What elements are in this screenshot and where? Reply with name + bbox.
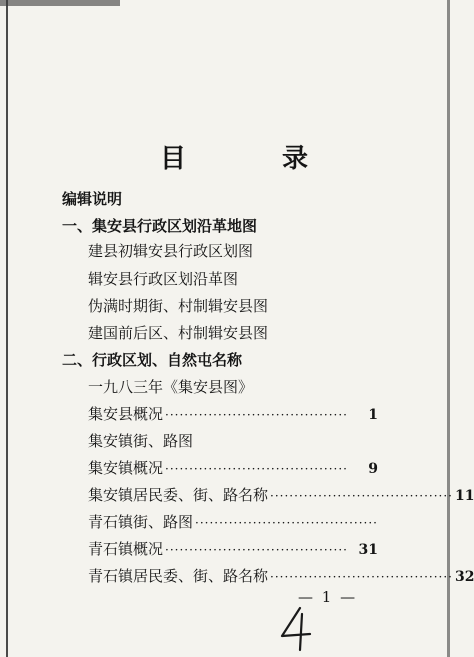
section1-item: 辑安县行政区划沿革图: [88, 270, 239, 288]
dot-leader: ······································: [270, 489, 453, 503]
toc-entry-page: 9: [368, 461, 378, 477]
section2-heading: 二、行政区划、自然屯名称: [62, 351, 243, 369]
section1-item: 建县初辑安县行政区划图: [88, 242, 254, 260]
title-char-left: 目: [160, 144, 189, 174]
section1-item: 伪满时期街、村制辑安县图: [88, 297, 269, 315]
page-number: — 1 —: [298, 588, 358, 606]
toc-entry: [88, 565, 474, 586]
toc-entry-page: 31: [358, 542, 378, 558]
page-top-edge: [0, 0, 120, 6]
dot-leader: ······································: [165, 408, 348, 422]
dot-leader: ······································: [165, 462, 348, 476]
dot-leader: ······································: [165, 543, 348, 557]
title-char-right: 录: [281, 144, 310, 174]
toc-entry: [88, 457, 378, 478]
toc-entry-page: 32: [454, 569, 474, 585]
toc-entry: [88, 484, 474, 505]
section1-heading: 一、集安县行政区划沿革地图: [62, 217, 258, 235]
toc-entry-label: 集安镇概况: [88, 459, 164, 477]
intro-heading: 编辑说明: [62, 190, 123, 208]
toc-entry-label: 青石镇街、路图: [88, 513, 194, 531]
page-left-edge: [6, 0, 8, 657]
toc-entry: [88, 511, 378, 532]
toc-entry-label: 青石镇居民委、街、路名称: [88, 567, 269, 585]
toc-entry: [88, 538, 378, 559]
handwritten-number-mark: [276, 606, 316, 652]
toc-entry-page: 1: [368, 407, 378, 423]
page-title: [160, 138, 310, 175]
dot-leader: ······································: [195, 516, 378, 530]
toc-entry-page: 11: [454, 488, 474, 504]
toc-entry-label: 集安县概况: [88, 405, 164, 423]
toc-entry: [88, 403, 378, 424]
page-right-edge: [447, 0, 450, 657]
dot-leader: ······································: [270, 570, 453, 584]
section2-item: 集安镇街、路图: [88, 432, 194, 450]
toc-entry-label: 青石镇概况: [88, 540, 164, 558]
section1-item: 建国前后区、村制辑安县图: [88, 324, 269, 342]
toc-entry-label: 集安镇居民委、街、路名称: [88, 486, 269, 504]
section2-item: 一九八三年《集安县图》: [88, 378, 254, 396]
